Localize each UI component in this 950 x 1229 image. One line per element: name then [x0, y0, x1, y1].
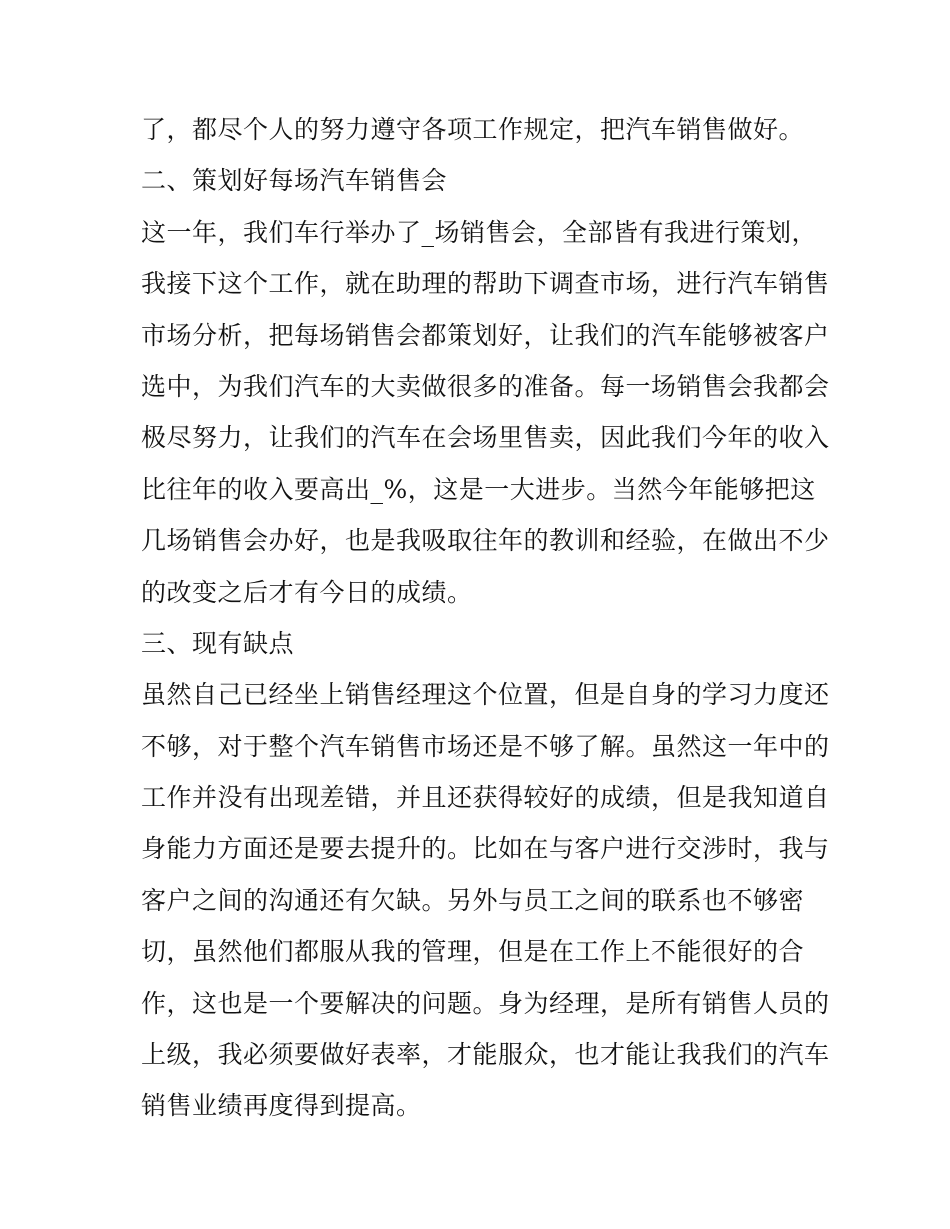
text-line: 这一年，我们车行举办了_场销售会，全部皆有我进行策划，: [141, 217, 818, 247]
section-heading: 二、策划好每场汽车销售会: [141, 166, 448, 196]
section-heading: 三、现有缺点: [141, 628, 295, 658]
document-body: [141, 104, 841, 1132]
text-line: 作，这也是一个要解决的问题。身为经理，是所有销售人员的: [141, 988, 830, 1018]
text-line: 虽然自己已经坐上销售经理这个位置，但是自身的学习力度还: [141, 680, 830, 710]
text-line: 选中，为我们汽车的大卖做很多的准备。每一场销售会我都会: [141, 371, 830, 401]
text-line: 极尽努力，让我们的汽车在会场里售卖，因此我们今年的收入: [141, 423, 830, 453]
text-line: 市场分析，把每场销售会都策划好，让我们的汽车能够被客户: [141, 320, 830, 350]
text-line: 客户之间的沟通还有欠缺。另外与员工之间的联系也不够密: [141, 885, 805, 915]
text-line: 几场销售会办好，也是我吸取往年的教训和经验，在做出不少: [141, 526, 830, 556]
text-line: 的改变之后才有今日的成绩。: [141, 577, 473, 607]
text-line: 上级，我必须要做好表率，才能服众，也才能让我我们的汽车: [141, 1040, 830, 1070]
text-line: 比往年的收入要高出_%，这是一大进步。当然今年能够把这: [141, 474, 816, 504]
text-line: 销售业绩再度得到提高。: [141, 1091, 422, 1121]
text-line: 身能力方面还是要去提升的。比如在与客户进行交涉时，我与: [141, 834, 830, 864]
text-line: 工作并没有出现差错，并且还获得较好的成绩，但是我知道自: [141, 783, 830, 813]
text-line: 不够，对于整个汽车销售市场还是不够了解。虽然这一年中的: [141, 731, 830, 761]
text-line: 切，虽然他们都服从我的管理，但是在工作上不能很好的合: [141, 937, 805, 967]
text-line: 我接下这个工作，就在助理的帮助下调查市场，进行汽车销售: [141, 269, 830, 299]
text-line: 了，都尽个人的努力遵守各项工作规定，把汽车销售做好。: [141, 115, 805, 144]
